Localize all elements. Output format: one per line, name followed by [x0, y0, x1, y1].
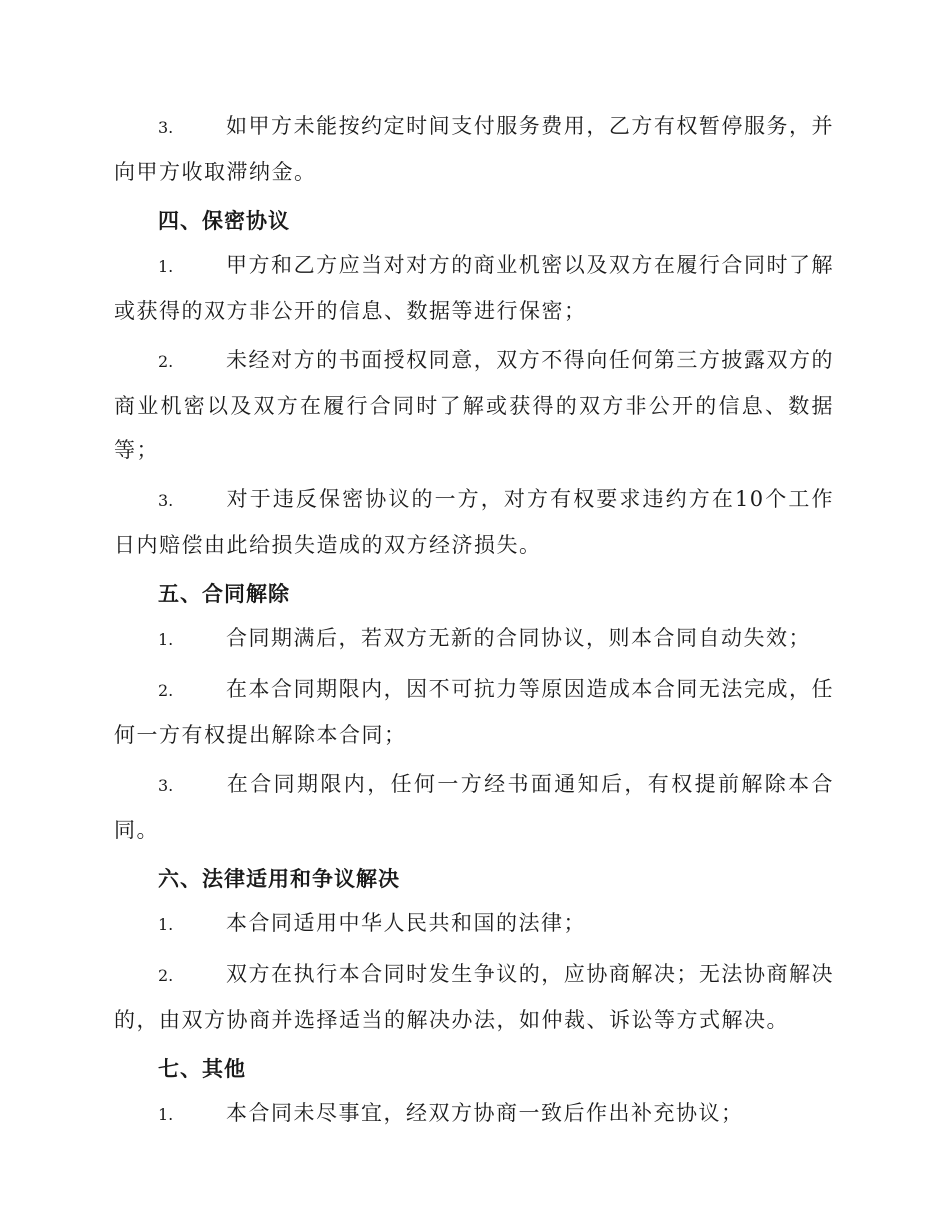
clause-text: 本合同未尽事宜，经双方协商一致后作出补充协议； [226, 1101, 744, 1125]
clause-number: 1. [158, 915, 174, 934]
clause-item [114, 338, 834, 472]
clause-item [114, 952, 834, 1042]
clause-text: 合同期满后，若双方无新的合同协议，则本合同自动失效； [226, 626, 811, 650]
section-heading: 七、其他 [158, 1056, 246, 1081]
clause-text: 本合同适用中华人民共和国的法律； [226, 911, 586, 935]
clause-number: 3. [158, 776, 174, 795]
clause-item [114, 477, 834, 567]
clause-number: 1. [158, 257, 174, 276]
clause-number: 3. [158, 491, 174, 510]
clause-text: 未经对方的书面授权同意，双方不得向任何第三方披露双方的商业机密以及双方在履行合同时了解或获得的双方非公开的信息、数据等； [114, 348, 834, 462]
clause-text: 对于违反保密协议的一方，对方有权要求违约方在10个工作日内赔偿由此给损失造成的双方经济损失。 [114, 487, 834, 557]
clause-text: 甲方和乙方应当对对方的商业机密以及双方在履行合同时了解或获得的双方非公开的信息、数据等进行保密； [114, 253, 834, 323]
document-body [114, 104, 834, 1142]
clause-number: 1. [158, 1105, 174, 1124]
clause-text: 在合同期限内，任何一方经书面通知后，有权提前解除本合同。 [114, 772, 834, 842]
clause-item [114, 901, 834, 947]
clause-text: 双方在执行本合同时发生争议的，应协商解决；无法协商解决的，由双方协商并选择适当的解决办法，如仲裁、诉讼等方式解决。 [114, 962, 834, 1032]
clause-item [114, 243, 834, 333]
clause-text: 如甲方未能按约定时间支付服务费用，乙方有权暂停服务，并向甲方收取滞纳金。 [114, 114, 834, 184]
section-heading: 四、保密协议 [158, 208, 290, 233]
clause-item [114, 762, 834, 852]
clause-item [114, 667, 834, 757]
clause-number: 2. [158, 352, 174, 371]
section-heading: 六、法律适用和争议解决 [158, 866, 400, 891]
clause-item [114, 104, 834, 194]
clause-item [114, 616, 834, 662]
clause-number: 1. [158, 630, 174, 649]
clause-number: 2. [158, 966, 174, 985]
clause-item [114, 1091, 834, 1137]
clause-text: 在本合同期限内，因不可抗力等原因造成本合同无法完成，任何一方有权提出解除本合同； [114, 677, 834, 747]
clause-number: 3. [158, 118, 174, 137]
clause-number: 2. [158, 681, 174, 700]
section-heading: 五、合同解除 [158, 581, 290, 606]
